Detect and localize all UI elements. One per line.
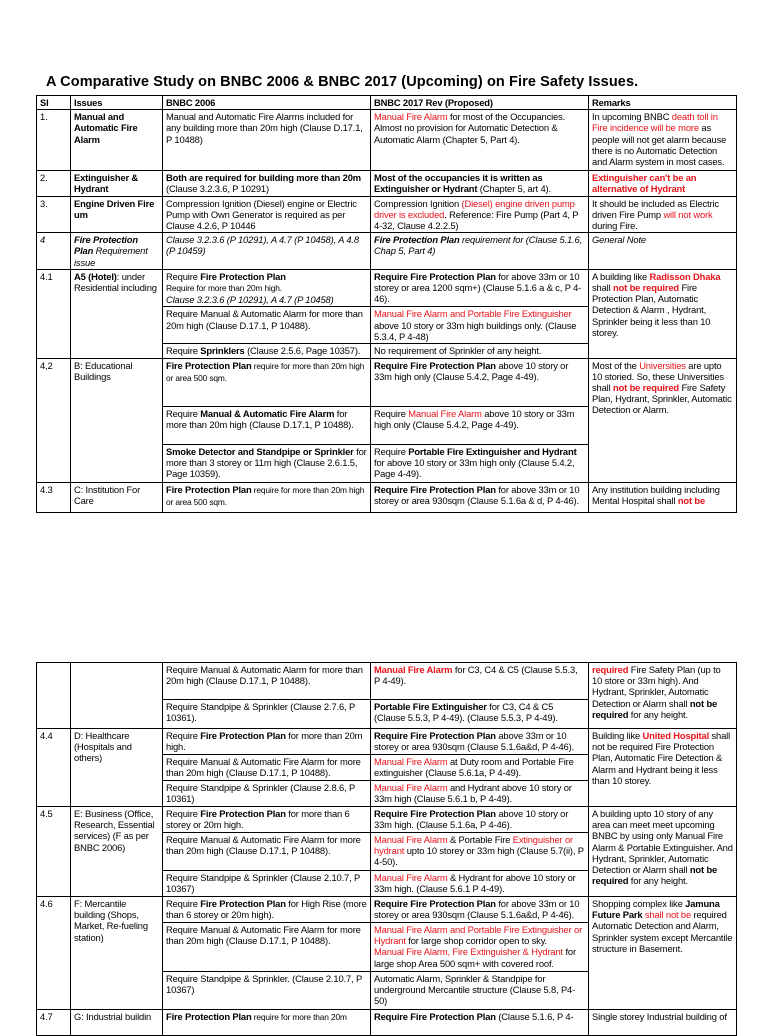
cell-text: as people will not get alarm because there is no Automatic Detection and Alarm system in most cases.: [592, 122, 727, 168]
cell-bnbc-2017: [371, 700, 589, 729]
bold-text: Require Fire Protection Plan: [374, 270, 496, 282]
cell-bnbc-2006: [163, 482, 371, 512]
small-text: require for more than 20m: [251, 1012, 347, 1022]
bold-text: Jamuna Future Park: [592, 898, 720, 921]
cell-text: for C3, C4 & C5 (Clause 5.5.3, P 4-49). (Clause 5.5.3, P 4-49).: [374, 701, 558, 724]
cell-text: Compression Ignition: [374, 197, 462, 209]
cell-text: above 10 story or 33m high. (Clause 5.1.6a, P 4-46).: [374, 808, 569, 831]
cell-text: & Hydrant for above 10 story or 33m high. (Clause 5.6.1 P 4-49).: [374, 872, 576, 895]
header-bnbc-2017: BNBC 2017 Rev (Proposed): [371, 96, 589, 110]
cell-text: . Reference: Fire Pump (Part 4, P 4-32, Clause 4.2.2.5): [374, 208, 579, 232]
cell-bnbc-2006: [163, 444, 371, 482]
cell-bnbc-2017: [371, 1010, 589, 1036]
cell-sl: 4: [37, 233, 71, 270]
cell-bnbc-2006: Require Manual & Automatic Fire Alarm for more than 20m high (Clause D.17.1, P 10488).: [163, 833, 371, 871]
bold-text: not be required: [592, 697, 718, 720]
cell-text: for any height.: [628, 875, 688, 887]
table-row: [37, 233, 737, 270]
cell-bnbc-2017: [371, 406, 589, 444]
cell-issue: G: Industrial buildin: [71, 1010, 163, 1036]
highlight-text: death toll in Fire incidence will be more: [592, 111, 718, 134]
cell-sl: 4,2: [37, 358, 71, 482]
cell-text: A building like: [592, 270, 650, 282]
small-text: Require for more than 20m high.: [166, 283, 282, 294]
cell-bnbc-2017: [371, 110, 589, 171]
cell-sl: 3.: [37, 196, 71, 233]
header-sl: Sl: [37, 96, 71, 110]
cell-text: for more than 6 storey or 20m high.: [166, 808, 350, 831]
highlight-text: Manual Fire Alarm: [374, 111, 448, 123]
cell-issue: [71, 171, 163, 196]
cell-bnbc-2017: [371, 233, 589, 270]
cell-bnbc-2017: [371, 897, 589, 923]
cell-text: above 33m or 10 storey or area 930sqm (Clause 5.1.6a&d, P 4-46).: [374, 730, 575, 753]
cell-issue: [71, 196, 163, 233]
highlight-text: not be required: [613, 382, 679, 394]
highlight-text: Manual Fire Alarm: [374, 756, 448, 767]
cell-issue: E: Business (Office, Research, Essential services) (F as per BNBC 2006): [71, 807, 163, 897]
bold-text: Require Fire Protection Plan: [374, 808, 496, 819]
highlight-text: Extinguisher or hydrant: [374, 834, 573, 857]
cell-text: for more than 3 storey or 11m high (Clause 2.6.1.5, Page 10359).: [166, 445, 367, 480]
cell-text: shall not be required Fire Protection Plan, Automatic Fire Detection & Alarm and Hydrant being it less than 10 storey.: [592, 730, 731, 786]
cell-bnbc-2006: [163, 1010, 371, 1036]
cell-text: Require: [166, 808, 201, 819]
cell-text: for above 33m or 10 storey or area 1200 sqm+) (Clause 5.1.6 a & c, P 4-46).: [374, 270, 582, 305]
clause-text: Clause 3.2.3.6 (P 10291), A 4.7 (P 10458): [166, 294, 334, 306]
table-row: [37, 897, 737, 923]
cell-text: for more than 20m high.: [166, 730, 363, 753]
highlight-text: United Hospital: [642, 730, 710, 741]
cell-sl: 4.1: [37, 269, 71, 358]
cell-text: for large shop corridor open to sky.: [405, 935, 548, 947]
table-row: [37, 482, 737, 512]
header-remarks: Remarks: [589, 96, 737, 110]
cell-bnbc-2017: [371, 781, 589, 807]
highlight-text: (Diesel) engine driven pump driver is excluded: [374, 197, 575, 220]
cell-text: Fire Safety Plan, Hydrant, Sprinkler, Automatic Detection or Alarm.: [592, 382, 732, 416]
cell-bnbc-2006: [163, 897, 371, 923]
cell-text: Require: [374, 407, 409, 419]
cell-bnbc-2017: [371, 871, 589, 897]
bold-text: Portable Fire Extinguisher: [374, 701, 487, 712]
cell-sl: 4.3: [37, 482, 71, 512]
cell-bnbc-2017: No requirement of Sprinkler of any height.: [371, 344, 589, 358]
table-row: [37, 1010, 737, 1036]
table-row: [37, 729, 737, 755]
cell-text: for above 10 story or 33m high only (Clause 5.4.2, Page 4-49).: [374, 456, 575, 480]
cell-sl: 4.5: [37, 807, 71, 897]
cell-text: Fire Protection Plan, Automatic Detection & Alarm , Hydrant, Sprinkler being it less than 10 storey.: [592, 282, 711, 338]
cell-text: for large shop Area 500 sqm+ with covered roof.: [374, 946, 576, 969]
cell-remarks: [589, 729, 737, 807]
cell-text: A building upto 10 story of any area can meet meet upcoming BNBC by using only Manual Fire Alarm & Portable Extinguisher. And Hydrant, Sprinkler, Automatic Detection or Alarm shall: [592, 808, 733, 876]
cell-text: Require: [166, 730, 201, 741]
cell-sl: 4.7: [37, 1010, 71, 1036]
bold-text: Manual & Automatic Fire Alarm: [200, 407, 335, 419]
cell-text: requirement for (Clause 5.1.6, Chap 5, Part 4): [374, 234, 583, 257]
table-row: [37, 110, 737, 171]
cell-bnbc-2017: [371, 729, 589, 755]
cell-text: Fire Safety Plan (up to 10 store or 33m high). And Hydrant, Sprinkler, Automatic Detection or Alarm shall: [592, 664, 721, 709]
cell-sl: 4.4: [37, 729, 71, 807]
cell-text: Require: [166, 345, 201, 357]
highlight-text: required: [592, 664, 629, 675]
cell-text: above 10 story or 33m high only (Clause 5.4.2, Page 4-49).: [374, 359, 569, 382]
cell-remarks: [589, 269, 737, 358]
cell-issue: F: Mercantile building (Shops, Market, Re-fueling station): [71, 897, 163, 1010]
cell-text: upto 10 storey or 33m high (Clause 5.7(ii), P 4-50).: [374, 845, 584, 868]
cell-bnbc-2017: [371, 196, 589, 233]
issue-text: Extinguisher & Hydrant: [74, 172, 139, 195]
cell-text: (Chapter 5, art 4).: [477, 183, 551, 195]
issue-text: Engine Driven Fire um: [74, 197, 155, 220]
cell-bnbc-2006: Require Standpipe & Sprinkler. (Clause 2.10.7, P 10367): [163, 972, 371, 1010]
cell-text: for most of the Occupancies. Almost no provision for Automatic Detection & Automatic Alarm (Chapter 5, Part 4).: [374, 111, 566, 145]
cell-remarks: General Note: [589, 233, 737, 270]
cell-text: and Hydrant above 10 story or 33m high (Clause 5.6.1 b, P 4-49).: [374, 782, 572, 805]
cell-text: It should be included as Electric driven Fire Pump: [592, 197, 719, 220]
highlight-text: Manual Fire Alarm: [408, 407, 482, 419]
cell-bnbc-2017: [371, 171, 589, 196]
cell-remarks: [589, 663, 737, 729]
cell-issue: [71, 110, 163, 171]
cell-remarks: [589, 110, 737, 171]
cell-bnbc-2006: [163, 729, 371, 755]
highlight-text: Manual Fire Alarm, Fire Extinguisher & Hydrant: [374, 946, 564, 958]
table-row: [37, 358, 737, 406]
cell-bnbc-2017: [371, 755, 589, 781]
cell-bnbc-2017: [371, 807, 589, 833]
cell-remarks: Single storey Industrial building of: [589, 1010, 737, 1036]
table-row: [37, 171, 737, 196]
cell-text: Requirement issue: [74, 245, 148, 268]
cell-issue: D: Healthcare (Hospitals and others): [71, 729, 163, 807]
highlight-text: shall not be: [642, 909, 692, 921]
cell-bnbc-2006: [163, 406, 371, 444]
cell-text: above 10 story or 33m high buildings only. (Clause 5.3.4, P 4-48): [374, 319, 577, 342]
cell-bnbc-2006: Require Manual & Automatic Fire Alarm for more than 20m high (Clause D.17.1, P 10488).: [163, 755, 371, 781]
highlight-text: Manual Fire Alarm: [374, 782, 448, 793]
bold-text: Sprinklers: [200, 345, 245, 357]
cell-remarks: [589, 171, 737, 196]
cell-bnbc-2017: [371, 269, 589, 307]
highlight-text: Manual Fire Alarm and Portable Fire Extinguisher or Hydrant: [374, 924, 583, 947]
bold-text: Fire Protection Plan: [374, 234, 460, 246]
cell-text: for any height.: [628, 708, 688, 720]
bold-text: Require Fire Protection Plan: [374, 483, 496, 495]
cell-text: for more than 20m high (Clause D.17.1, P 10488).: [166, 407, 354, 430]
cell-bnbc-2006: [163, 269, 371, 307]
cell-sl: 2.: [37, 171, 71, 196]
highlight-text: Universities: [639, 359, 686, 371]
cell-sl: 4.6: [37, 897, 71, 1010]
cell-text: required Automatic Detection and Alarm, Sprinkler system except Mercantile structure in Basement.: [592, 909, 733, 954]
cell-text: Most of the: [592, 359, 640, 371]
cell-remarks: [589, 196, 737, 233]
highlight-text: not be: [677, 494, 706, 506]
small-text: require for more than 20m high or area 500 sqm.: [166, 360, 365, 383]
cell-bnbc-2006: Compression Ignition (Diesel) engine or Electric Pump with Own Generator is required as per Clause 4.2.6, P 10446: [163, 196, 371, 233]
cell-issue: B: Educational Buildings: [71, 358, 163, 482]
cell-bnbc-2006: [163, 344, 371, 358]
cell-text: are upto 10 storied. So, these Universities shall: [592, 359, 724, 394]
header-issues: Issues: [71, 96, 163, 110]
cell-bnbc-2006: Require Standpipe & Sprinkler (Clause 2.8.6, P 10361): [163, 781, 371, 807]
cell-text: above 10 story or 33m high only (Clause 5.4.2, Page 4-49).: [374, 407, 575, 430]
bold-text: Fire Protection Plan: [74, 234, 138, 257]
bold-text: Fire Protection Plan: [200, 898, 286, 909]
cell-bnbc-2017: [371, 307, 589, 344]
highlight-text: Manual Fire Alarm: [374, 664, 453, 675]
cell-text: Any institution building including Mental Hospital shall: [592, 483, 720, 506]
cell-text: In upcoming BNBC: [592, 111, 672, 123]
cell-bnbc-2017: [371, 923, 589, 972]
highlight-text: not be required: [613, 282, 679, 294]
cell-text: for above 33m or 10 storey or area 930sqm (Clause 5.1.6a&d, P 4-46).: [374, 898, 580, 921]
cell-issue: C: Institution For Care: [71, 482, 163, 512]
cell-text: : under Residential including: [74, 270, 157, 294]
cell-text: for C3, C4 & C5 (Clause 5.5.3, P 4-49).: [374, 664, 578, 687]
highlight-text: Manual Fire Alarm: [374, 872, 448, 883]
cell-bnbc-2017: [371, 444, 589, 482]
cell-text: during Fire.: [592, 220, 638, 232]
bold-text: Both are required for building more than 20m: [166, 172, 361, 184]
bold-text: Require Fire Protection Plan: [374, 898, 496, 909]
cell-remarks: [589, 482, 737, 512]
cell-text: (Clause 2.5.6, Page 10357).: [244, 345, 361, 357]
bold-text: Require Fire Protection Plan: [374, 359, 496, 371]
bold-text: Fire Protection Plan: [200, 270, 286, 282]
bold-text: A5 (Hotel): [74, 270, 117, 282]
cell-bnbc-2017: Automatic Alarm, Sprinkler & Standpipe for underground Mercantile structure (Clause 5.8, P4-50): [371, 972, 589, 1010]
comparison-table-page-1: [36, 95, 737, 513]
table-row: [37, 663, 737, 700]
highlight-text: will not work: [663, 208, 713, 220]
table-header-row: [37, 96, 737, 110]
header-bnbc-2006: BNBC 2006: [163, 96, 371, 110]
cell-bnbc-2006: Require Standpipe & Sprinkler (Clause 2.10.7, P 10367): [163, 871, 371, 897]
bold-text: Most of the occupancies it is written as Extinguisher or Hydrant: [374, 172, 543, 195]
highlight-text: Radisson Dhaka: [649, 270, 721, 282]
table-row: [37, 269, 737, 307]
highlight-text: Manual Fire Alarm: [374, 834, 448, 845]
bold-text: Fire Protection Plan: [166, 1011, 252, 1022]
bold-text: Fire Protection Plan: [200, 808, 286, 819]
cell-text: Require: [166, 898, 201, 909]
cell-bnbc-2006: Manual and Automatic Fire Alarms included for any building more than 20m high (Clause D.17.1, P 10488): [163, 110, 371, 171]
bold-text: not be required: [592, 864, 718, 887]
cell-bnbc-2006: Require Manual & Automatic Alarm for more than 20m high (Clause D.17.1, P 10488).: [163, 307, 371, 344]
bold-text: Fire Protection Plan: [200, 730, 286, 741]
cell-remarks: [589, 897, 737, 1010]
bold-text: Require Fire Protection Plan: [374, 730, 496, 741]
comparison-table-page-2: [36, 662, 737, 1036]
issue-text: Manual and Automatic Fire Alarm: [74, 111, 138, 145]
highlight-text: Manual Fire Alarm and Portable Fire Extinguisher: [374, 308, 572, 320]
bold-text: Portable Fire Extinguisher and Hydrant: [408, 445, 577, 457]
cell-sl: [37, 663, 71, 729]
cell-text: & Portable Fire: [447, 834, 513, 845]
cell-text: Require: [374, 445, 409, 457]
highlight-text: Extinguisher can't be an alternative of Hydrant: [592, 172, 697, 195]
cell-text: (Clause 3.2.3.6, P 10291): [166, 183, 269, 195]
page-break-gap: [0, 520, 768, 660]
cell-text: Shopping complex like: [592, 898, 686, 909]
cell-text: Building like: [592, 730, 643, 741]
cell-text: for above 33m or 10 storey or area 930sqm (Clause 5.1.6a & d, P 4-46).: [374, 483, 580, 506]
cell-bnbc-2006: Require Standpipe & Sprinkler (Clause 2.7.6, P 10361).: [163, 700, 371, 729]
cell-bnbc-2017: [371, 482, 589, 512]
table-row: [37, 196, 737, 233]
cell-issue: [71, 663, 163, 729]
small-text: require for more than 20m high or area 500 sqm.: [166, 484, 365, 507]
bold-text: Smoke Detector and Standpipe or Sprinkler: [166, 445, 354, 457]
cell-bnbc-2006: [163, 171, 371, 196]
cell-remarks: [589, 358, 737, 482]
bold-text: Require Fire Protection Plan: [374, 1011, 496, 1022]
cell-text: Require: [166, 407, 201, 419]
cell-text: at Duty room and Portable Fire extinguisher (Clause 5.6.1a, P 4-49).: [374, 756, 574, 779]
bold-text: Fire Protection Plan: [166, 483, 252, 495]
table-row: [37, 807, 737, 833]
cell-issue: [71, 233, 163, 270]
cell-bnbc-2006: [163, 358, 371, 406]
cell-bnbc-2017: [371, 833, 589, 871]
cell-text: (Clause 5.1.6, P 4-: [495, 1011, 574, 1022]
cell-text: for High Rise (more than 6 storey or 20m high).: [166, 898, 367, 921]
cell-issue: [71, 269, 163, 358]
cell-remarks: [589, 807, 737, 897]
cell-bnbc-2006: Clause 3.2.3.6 (P 10291), A 4.7 (P 10458), A 4.8 (P 10459): [163, 233, 371, 270]
cell-bnbc-2017: [371, 663, 589, 700]
cell-bnbc-2006: Require Manual & Automatic Fire Alarm for more than 20m high (Clause D.17.1, P 10488).: [163, 923, 371, 972]
cell-text: shall: [592, 282, 613, 294]
cell-sl: 1.: [37, 110, 71, 171]
document-title: A Comparative Study on BNBC 2006 & BNBC 2017 (Upcoming) on Fire Safety Issues.: [46, 74, 639, 90]
bold-text: Fire Protection Plan: [166, 359, 252, 371]
cell-bnbc-2006: Require Manual & Automatic Alarm for more than 20m high (Clause D.17.1, P 10488).: [163, 663, 371, 700]
cell-bnbc-2006: [163, 807, 371, 833]
cell-text: Require: [166, 270, 201, 282]
cell-bnbc-2017: [371, 358, 589, 406]
